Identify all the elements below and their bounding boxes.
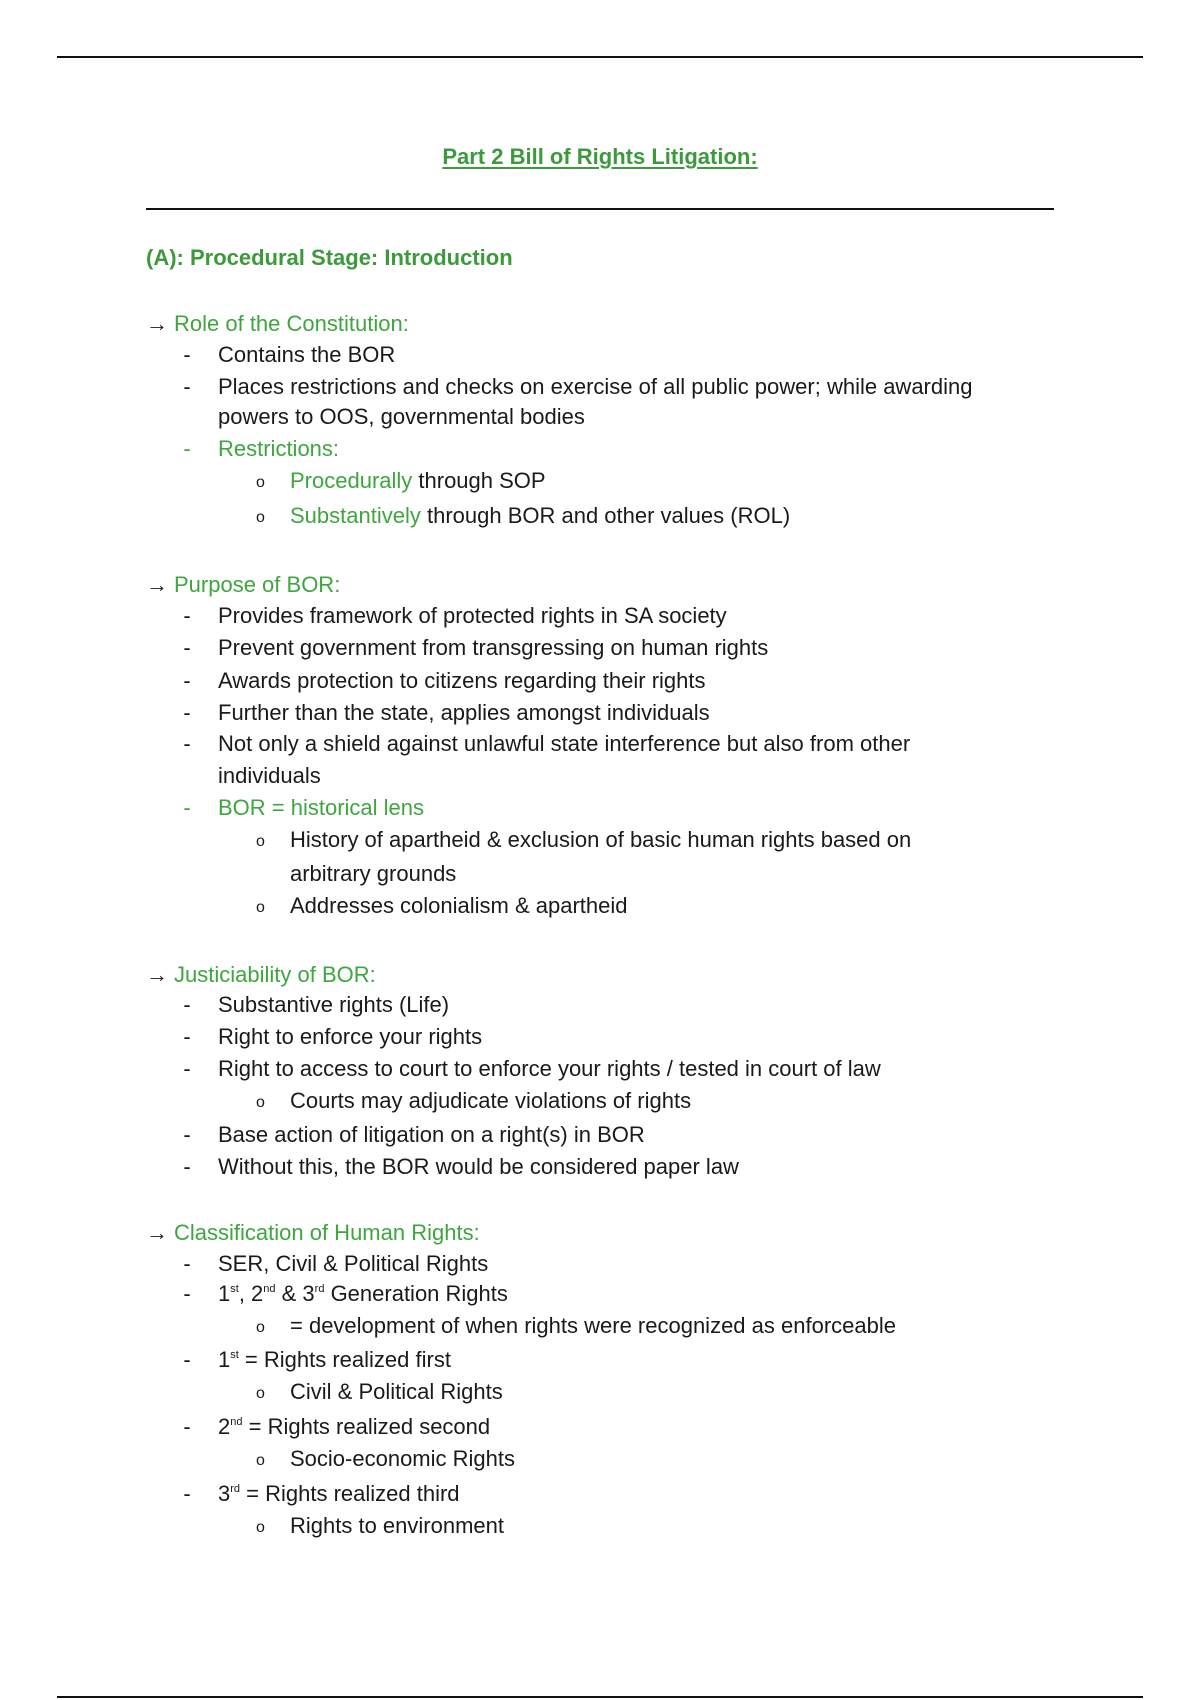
dash-bullet: - — [183, 668, 191, 693]
dash-bullet: - — [183, 1024, 191, 1049]
dash-bullet: - — [183, 731, 191, 756]
heading-text: Justiciability of BOR: — [174, 962, 376, 987]
sub-list-item: Addresses colonialism & apartheid — [290, 893, 628, 918]
dash-bullet: - — [183, 635, 191, 660]
list-item: Right to enforce your rights — [218, 1024, 483, 1049]
item-text: 3 — [218, 1481, 231, 1506]
sub-list-item: Courts may adjudicate violations of rights — [290, 1088, 692, 1113]
bottom-rule — [57, 1696, 1143, 1698]
list-item: Prevent government from transgressing on human rights — [218, 635, 769, 660]
dash-bullet: - — [183, 374, 191, 399]
item-text: 2 — [218, 1414, 231, 1439]
section-justiciability-heading — [146, 961, 376, 989]
dash-bullet: - — [183, 1414, 191, 1439]
item-text: & 3 — [275, 1281, 315, 1306]
top-rule — [57, 56, 1143, 58]
arrow-right-icon: → — [146, 572, 168, 597]
superscript: nd — [230, 1416, 243, 1428]
list-item-continuation: powers to OOS, governmental bodies — [218, 404, 585, 429]
dash-bullet: - — [183, 1281, 191, 1306]
list-item: Substantive rights (Life) — [218, 992, 450, 1017]
list-item: Right to access to court to enforce your rights / tested in court of law — [218, 1056, 881, 1081]
list-item: Awards protection to citizens regarding their rights — [218, 668, 706, 693]
highlight-text: Procedurally — [290, 468, 413, 493]
dash-bullet: - — [183, 1347, 191, 1372]
list-item: Further than the state, applies amongst individuals — [218, 700, 710, 725]
page-title: Part 2 Bill of Rights Litigation: — [442, 144, 758, 169]
item-text: , 2 — [238, 1281, 264, 1306]
sub-list-item: = development of when rights were recognized as enforceable — [290, 1313, 896, 1338]
superscript: rd — [314, 1283, 325, 1295]
list-item: Contains the BOR — [218, 342, 396, 367]
item-text: = Rights realized second — [242, 1414, 491, 1439]
dash-bullet: - — [183, 1481, 191, 1506]
sub-list-item: Socio-economic Rights — [290, 1446, 515, 1471]
section-classification-heading — [146, 1219, 480, 1247]
section-role-heading — [146, 310, 409, 338]
list-item — [218, 1346, 451, 1374]
superscript: st — [230, 1349, 239, 1361]
list-item: Without this, the BOR would be considered paper law — [218, 1154, 739, 1179]
item-text: Generation Rights — [324, 1281, 508, 1306]
sub-list-item — [290, 467, 546, 495]
circle-bullet-icon: o — [256, 899, 265, 916]
title-rule — [146, 208, 1054, 210]
heading-text: Classification of Human Rights: — [174, 1220, 480, 1245]
section-purpose-heading — [146, 571, 340, 599]
sub-list-item — [290, 502, 790, 530]
arrow-right-icon: → — [146, 311, 168, 336]
dash-bullet: - — [183, 1154, 191, 1179]
arrow-right-icon: → — [146, 1220, 168, 1245]
circle-bullet-icon: o — [256, 1452, 265, 1469]
dash-bullet: - — [183, 342, 191, 367]
list-item — [218, 1413, 490, 1441]
list-item-continuation: individuals — [218, 763, 321, 788]
sub-list-item: Rights to environment — [290, 1513, 504, 1538]
list-item: Not only a shield against unlawful state interference but also from other — [218, 731, 911, 756]
dash-bullet: - — [183, 1122, 191, 1147]
list-item: Base action of litigation on a right(s) in BOR — [218, 1122, 645, 1147]
item-text: through SOP — [412, 468, 546, 493]
dash-bullet: - — [183, 1056, 191, 1081]
circle-bullet-icon: o — [256, 1094, 265, 1111]
circle-bullet-icon: o — [256, 474, 265, 491]
list-item — [218, 1280, 508, 1308]
list-item: Places restrictions and checks on exercise of all public power; while awarding — [218, 374, 973, 399]
section-heading: (A): Procedural Stage: Introduction — [146, 245, 513, 270]
item-text: = Rights realized first — [238, 1347, 451, 1372]
sub-list-item: Civil & Political Rights — [290, 1379, 503, 1404]
dash-bullet: - — [183, 992, 191, 1017]
superscript: rd — [230, 1483, 241, 1495]
circle-bullet-icon: o — [256, 1519, 265, 1536]
list-item — [218, 1480, 460, 1508]
sub-list-item: History of apartheid & exclusion of basic human rights based on — [290, 827, 912, 852]
dash-bullet: - — [183, 1251, 191, 1276]
list-item: BOR = historical lens — [218, 795, 425, 820]
item-text: 1 — [218, 1347, 231, 1372]
arrow-right-icon: → — [146, 962, 168, 987]
item-text: 1 — [218, 1281, 231, 1306]
list-item: Provides framework of protected rights in SA society — [218, 603, 727, 628]
superscript: st — [230, 1283, 239, 1295]
heading-text: Purpose of BOR: — [174, 572, 341, 597]
item-text: = Rights realized third — [240, 1481, 460, 1506]
dash-bullet: - — [183, 436, 191, 461]
sub-list-item-continuation: arbitrary grounds — [290, 861, 457, 886]
dash-bullet: - — [183, 700, 191, 725]
highlight-text: Substantively — [290, 503, 421, 528]
list-item: Restrictions: — [218, 436, 340, 461]
dash-bullet: - — [183, 795, 191, 820]
circle-bullet-icon: o — [256, 833, 265, 850]
dash-bullet: - — [183, 603, 191, 628]
circle-bullet-icon: o — [256, 1385, 265, 1402]
superscript: nd — [263, 1283, 276, 1295]
circle-bullet-icon: o — [256, 509, 265, 526]
circle-bullet-icon: o — [256, 1319, 265, 1336]
list-item: SER, Civil & Political Rights — [218, 1251, 489, 1276]
heading-text: Role of the Constitution: — [174, 311, 409, 336]
item-text: through BOR and other values (ROL) — [420, 503, 791, 528]
